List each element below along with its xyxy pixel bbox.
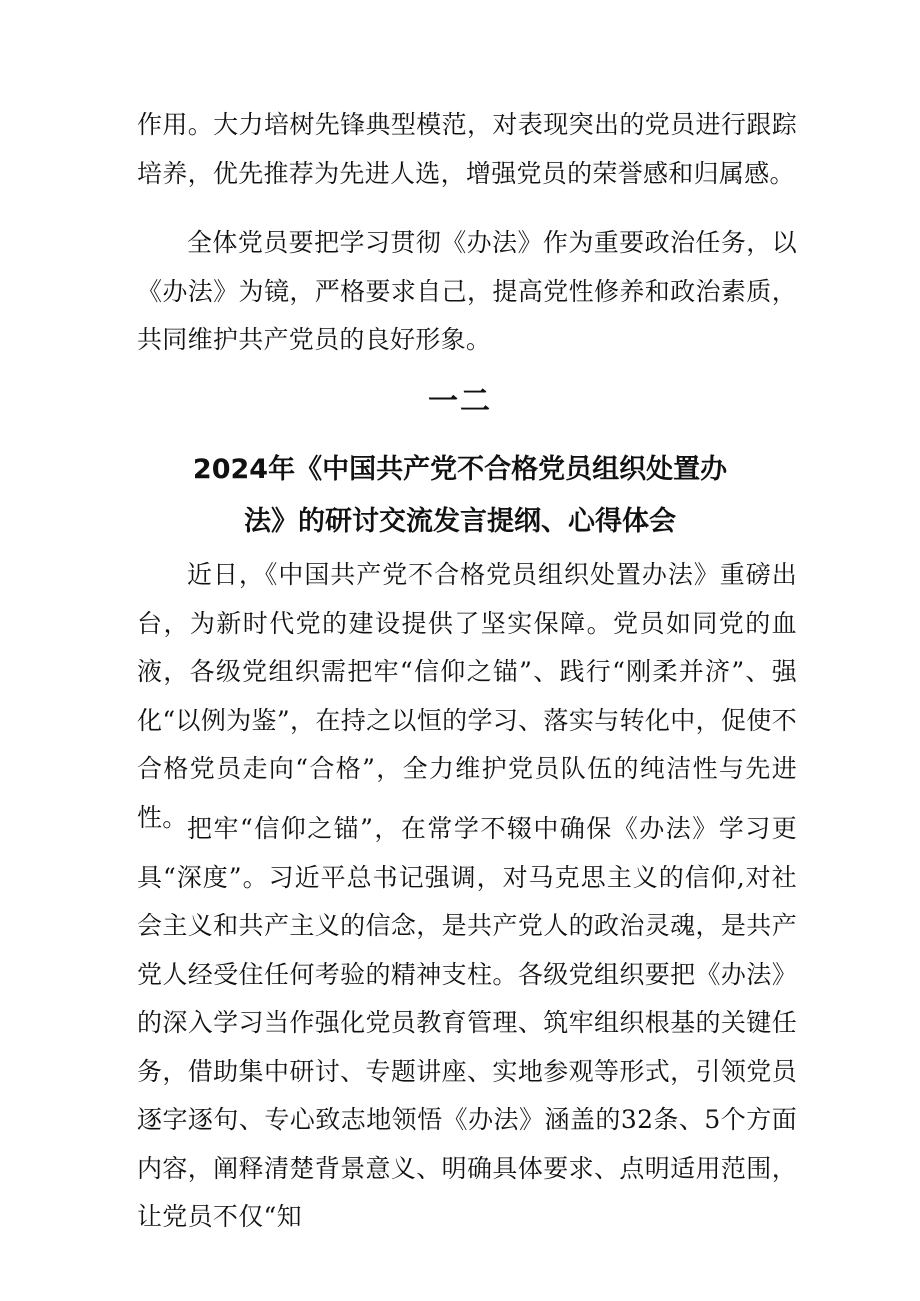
paragraph-closing: 全体党员要把学习贯彻《办法》作为重要政治任务，以《办法》为镜，严格要求自己，提高党性修养和政治素质，共同维护共产党员的良好形象。	[137, 228, 797, 354]
section-number: 一二	[428, 384, 492, 419]
paragraph-continuation: 作用。大力培树先锋典型模范，对表现突出的党员进行跟踪培养，优先推荐为先进人选，增强党员的荣誉感和归属感。	[137, 110, 797, 188]
paragraph-faith-anchor: 把牢“信仰之锚”，在常学不辍中确保《办法》学习更具“深度”。习近平总书记强调，对马克思主义的信仰,对社会主义和共产主义的信念，是共产党人的政治灵魂，是共产党人经受住任何考验的精神支柱。各级党组织要把《办法》的深入学习当作强化党员教育管理、筑牢组织根基的关键任务，借助集中研讨、专题讲座、实地参观等形式，引领党员逐字逐句、专心致志地领悟《办法》涵盖的32条、5个方面内容，阐释清楚背景意义、明确具体要求、点明适用范围，让党员不仅“知	[137, 814, 797, 1231]
paragraph-intro: 近日，《中国共产党不合格党员组织处置办法》重磅出台，为新时代党的建设提供了坚实保障。党员如同党的血液，各级党组织需把牢“信仰之锚”、践行“刚柔并济”、强化“以例为鉴”，在持之以恒的学习、落实与转化中，促使不合格党员走向“合格”，全力维护党员队伍的纯洁性与先进性。	[137, 560, 797, 832]
article-title: 2024年《中国共产党不合格党员组织处置办法》的研讨交流发言提纲、心得体会	[192, 454, 728, 537]
